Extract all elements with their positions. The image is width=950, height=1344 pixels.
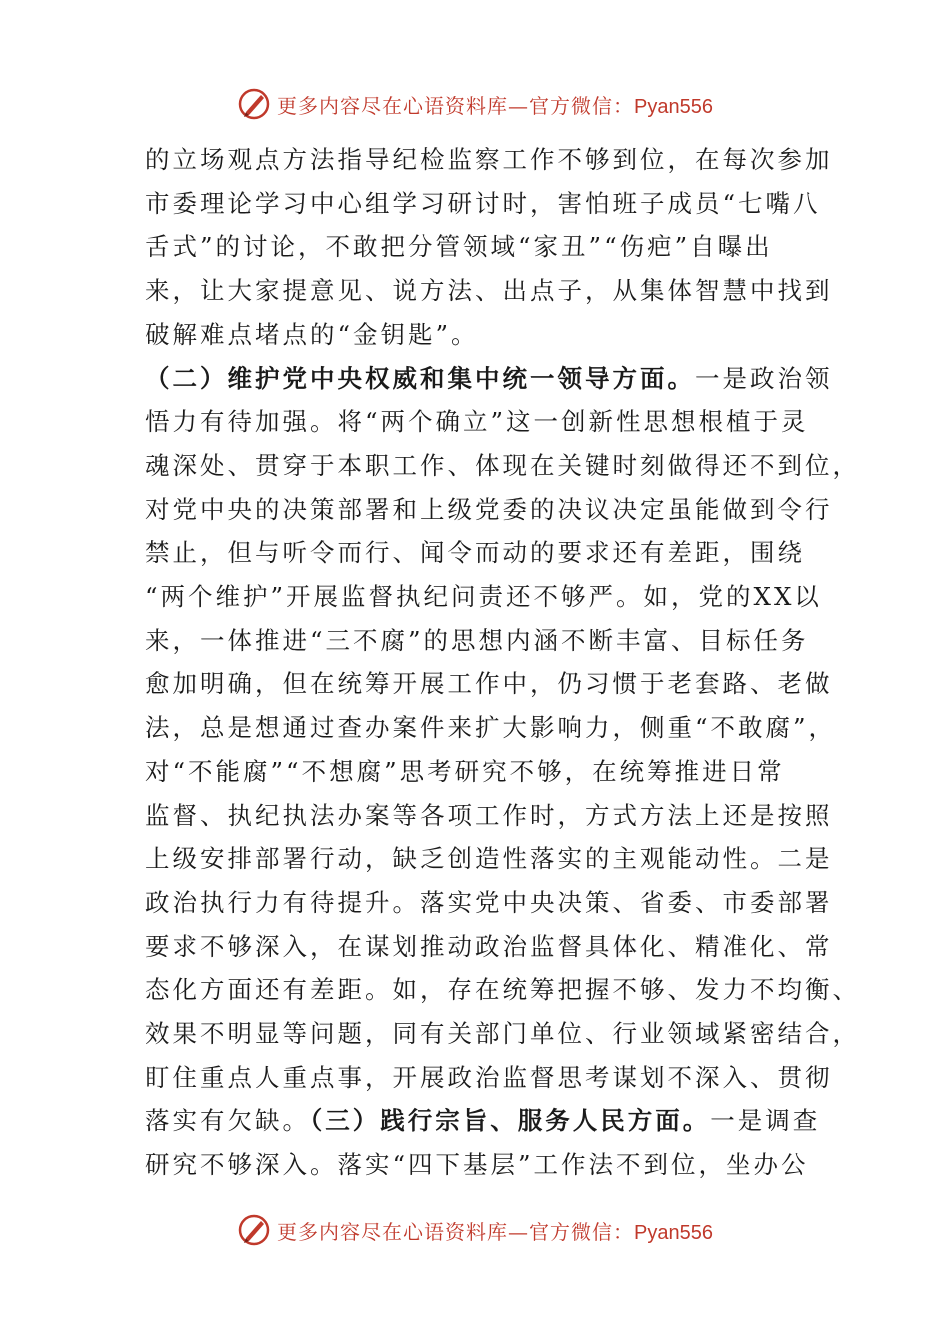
text-line: 态化方面还有差距。如，存在统筹把握不够、发力不均衡、 <box>145 975 860 1005</box>
text-line: 要求不够深入，在谋划推动政治监督具体化、精准化、常 <box>145 931 833 961</box>
section-heading-line <box>145 1099 821 1143</box>
text-line: 来，一体推进“三不腐”的思想内涵不断丰富、目标任务 <box>145 625 809 655</box>
watermark-wechat-id: Pyan556 <box>634 1221 713 1244</box>
section-heading-2: （二）维护党中央权威和集中统一领导方面。 <box>145 363 695 393</box>
text-line: 研究不够深入。落实“四下基层”工作法不到位，坐办公 <box>145 1150 809 1180</box>
text-line: 市委理论学习中心组学习研讨时，害怕班子成员“七嘴八 <box>145 188 821 218</box>
watermark-text-cn: 更多内容尽在心语资料库—官方微信： <box>277 93 635 118</box>
text-line: 愈加明确，但在统筹开展工作中，仍习惯于老套路、老做 <box>145 669 833 699</box>
text-line: 来，让大家提意见、说方法、出点子，从集体智慧中找到 <box>145 276 833 306</box>
text-line: 法，总是想通过查办案件来扩大影响力，侧重“不敢腐”， <box>145 713 837 743</box>
watermark-text <box>277 90 713 119</box>
text-line: 对党中央的决策部署和上级党委的决议决定虽能做到令行 <box>145 494 833 524</box>
watermark-wechat-id: Pyan556 <box>634 95 713 118</box>
text-line: 对“不能腐”“不想腐”思考研究不够，在统筹推进日常 <box>145 756 785 786</box>
watermark-text <box>277 1216 713 1245</box>
pen-logo-icon <box>237 87 271 121</box>
text-fragment: 一是政治领 <box>695 363 833 393</box>
text-line: 禁止，但与听令而行、闻令而动的要求还有差距，围绕 <box>145 538 805 568</box>
text-fragment: 一是调查 <box>710 1106 821 1136</box>
text-line: 政治执行力有待提升。落实党中央决策、省委、市委部署 <box>145 887 833 917</box>
text-line: 的立场观点方法指导纪检监察工作不够到位，在每次参加 <box>145 145 833 174</box>
text-line: 盯住重点人重点事，开展政治监督思考谋划不深入、贯彻 <box>145 1062 833 1092</box>
pen-logo-icon <box>237 1213 271 1247</box>
text-line: 效果不明显等问题，同有关部门单位、行业领域紧密结合， <box>145 1019 860 1049</box>
document-body <box>145 138 860 1187</box>
text-fragment: 落实有欠缺。 <box>145 1106 310 1136</box>
text-line: 舌式”的讨论，不敢把分管领域“家丑”“伤疤”自曝出 <box>145 232 773 262</box>
text-line: “两个维护”开展监督执纪问责还不够严。如，党的XX以 <box>145 582 822 612</box>
text-line: 监督、执纪执法办案等各项工作时，方式方法上还是按照 <box>145 800 833 830</box>
section-heading-line <box>145 357 833 401</box>
watermark-text-cn: 更多内容尽在心语资料库—官方微信： <box>277 1219 635 1244</box>
footer-watermark <box>0 1210 950 1250</box>
section-heading-3: （三）践行宗旨、服务人民方面。 <box>310 1106 711 1136</box>
text-line: 破解难点堵点的“金钥匙”。 <box>145 319 479 349</box>
text-line: 魂深处、贯穿于本职工作、体现在关键时刻做得还不到位， <box>145 450 860 480</box>
header-watermark <box>0 84 950 124</box>
text-line: 悟力有待加强。将“两个确立”这一创新性思想根植于灵 <box>145 407 809 437</box>
text-line: 上级安排部署行动，缺乏创造性落实的主观能动性。二是 <box>145 844 833 874</box>
